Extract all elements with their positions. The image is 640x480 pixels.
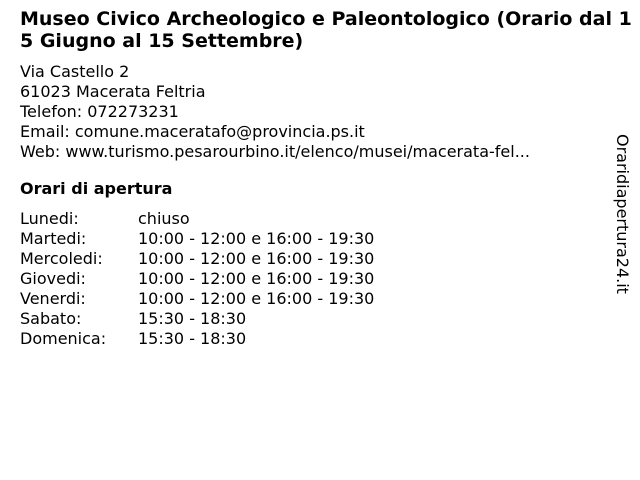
hours-row-lunedi (20, 209, 620, 229)
day-hours: 10:00 - 12:00 e 16:00 - 19:30 (138, 229, 375, 248)
day-label: Venerdi: (20, 289, 86, 308)
day-hours: 10:00 - 12:00 e 16:00 - 19:30 (138, 249, 375, 268)
day-hours: 10:00 - 12:00 e 16:00 - 19:30 (138, 269, 375, 288)
web-line: Web: www.turismo.pesarourbino.it/elenco/musei/macerata-fel... (20, 142, 530, 161)
hours-row-giovedi (20, 269, 620, 289)
day-label: Mercoledi: (20, 249, 103, 268)
hours-row-mercoledi (20, 249, 620, 269)
day-hours: chiuso (138, 209, 190, 228)
phone-line: Telefon: 072273231 (20, 102, 179, 121)
hours-row-sabato (20, 309, 620, 329)
contact-block (20, 62, 620, 162)
hours-row-martedi (20, 229, 620, 249)
day-hours: 15:30 - 18:30 (138, 309, 247, 328)
address-street: Via Castello 2 (20, 62, 130, 81)
museum-title: Museo Civico Archeologico e Paleontologico (Orario dal 15 Giugno al 15 Settembre) (20, 8, 632, 52)
opening-hours-heading: Orari di apertura (20, 179, 173, 198)
day-hours: 10:00 - 12:00 e 16:00 - 19:30 (138, 289, 375, 308)
day-label: Martedi: (20, 229, 87, 248)
site-brand-watermark: Oraridiapertura24.it (613, 134, 632, 294)
hours-row-venerdi (20, 289, 620, 309)
hours-row-domenica (20, 329, 620, 349)
email-line: Email: comune.maceratafo@provincia.ps.it (20, 122, 365, 141)
opening-hours-table (20, 209, 620, 349)
day-hours: 15:30 - 18:30 (138, 329, 247, 348)
day-label: Giovedi: (20, 269, 86, 288)
day-label: Sabato: (20, 309, 82, 328)
day-label: Domenica: (20, 329, 107, 348)
address-city: 61023 Macerata Feltria (20, 82, 206, 101)
day-label: Lunedi: (20, 209, 79, 228)
